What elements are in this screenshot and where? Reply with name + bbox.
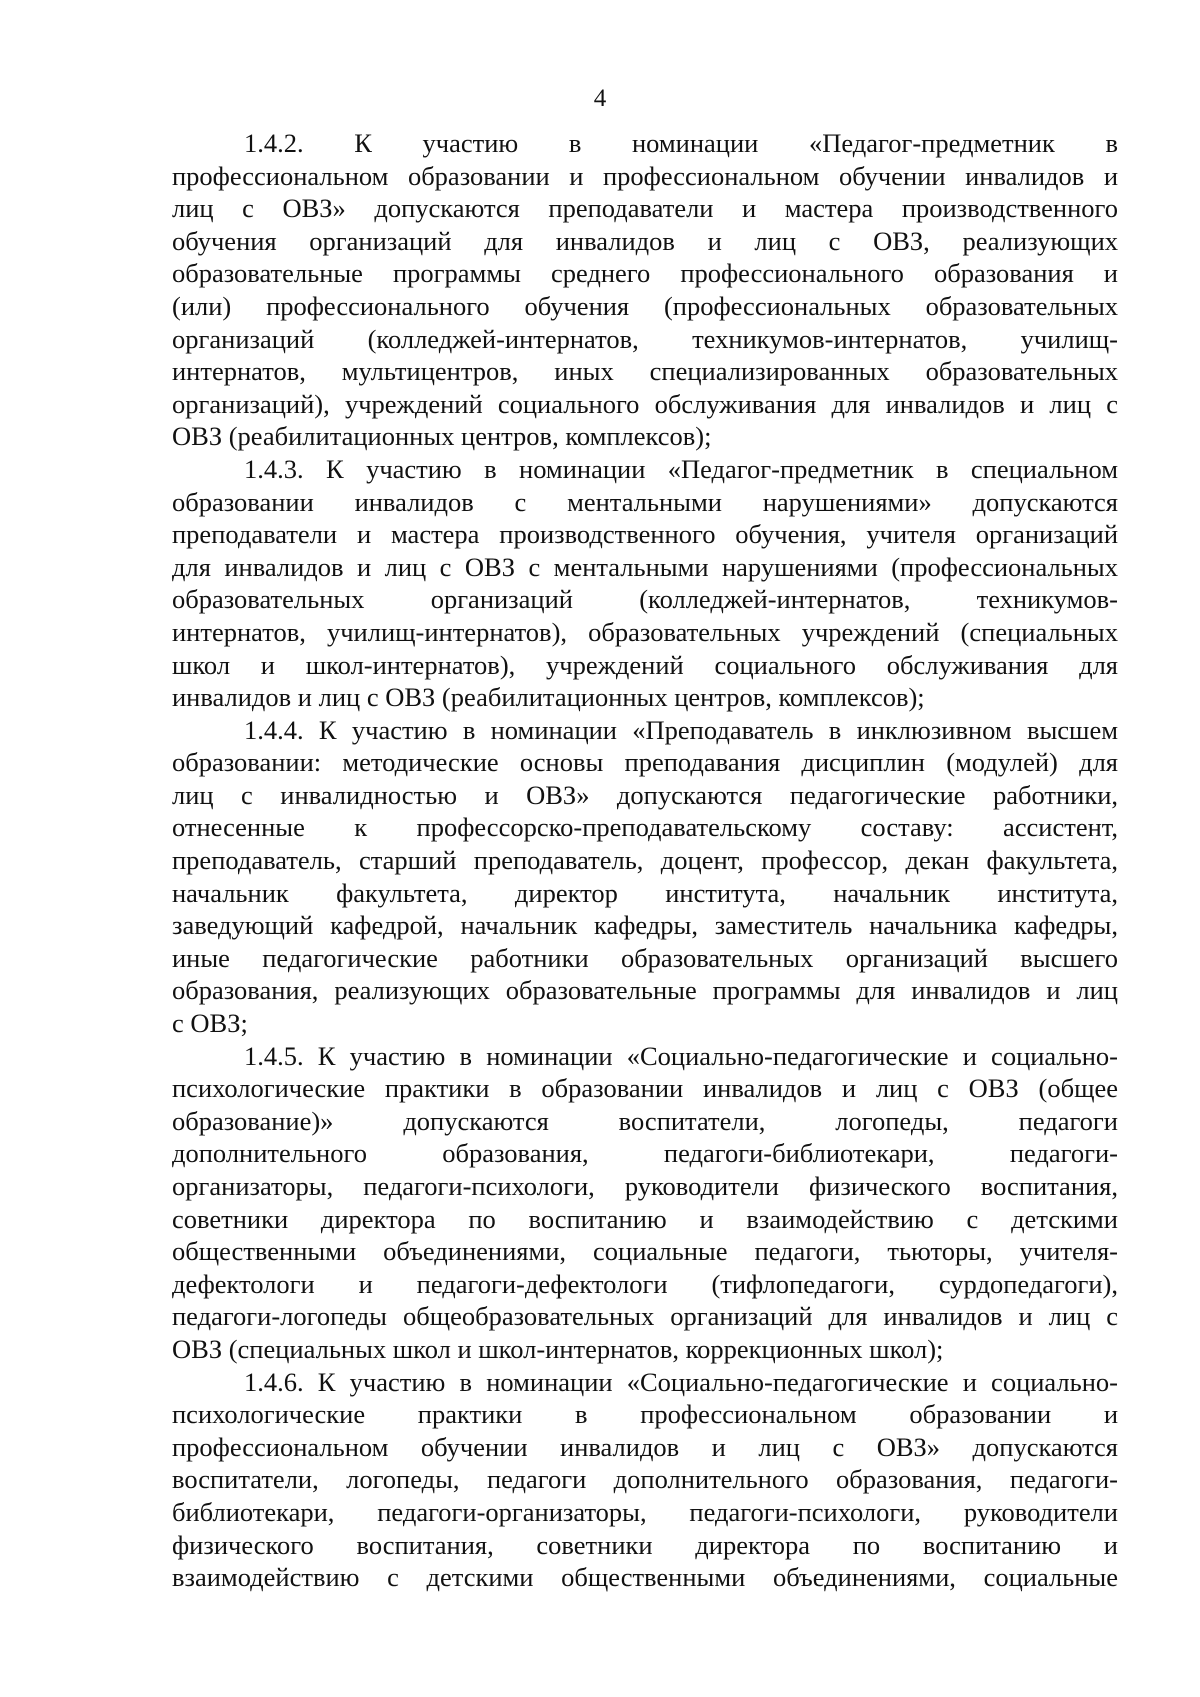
- text-line: преподаватели и мастера производственного обучения, учителя организаций: [172, 519, 1118, 550]
- text-line: инвалидов и лиц с ОВЗ (реабилитационных центров, комплексов);: [172, 682, 925, 713]
- text-line: с ОВЗ;: [172, 1008, 248, 1039]
- text-line: психологические практики в образовании инвалидов и лиц с ОВЗ (общее: [172, 1073, 1118, 1104]
- text-line: психологические практики в профессиональном образовании и: [172, 1399, 1118, 1430]
- text-line: преподаватель, старший преподаватель, доцент, профессор, декан факультета,: [172, 845, 1118, 876]
- text-line: организаторы, педагоги-психологи, руководители физического воспитания,: [172, 1171, 1118, 1201]
- text-line: организаций (колледжей-интернатов, техникумов-интернатов, училищ-: [172, 323, 1118, 354]
- text-line: образовательные программы среднего профессионального образования и: [172, 258, 1118, 289]
- paragraph-1-4-3: [172, 453, 1118, 714]
- text-line: лиц с ОВЗ» допускаются преподаватели и мастера производственного: [172, 193, 1118, 224]
- text-line: заведующий кафедрой, начальник кафедры, заместитель начальника кафедры,: [172, 910, 1118, 941]
- paragraph-1-4-4: [172, 714, 1118, 1040]
- text-line: воспитатели, логопеды, педагоги дополнительного образования, педагоги-: [172, 1464, 1118, 1495]
- text-line: ОВЗ (реабилитационных центров, комплексов);: [172, 421, 712, 452]
- text-line: для инвалидов и лиц с ОВЗ с ментальными нарушениями (профессиональных: [172, 551, 1118, 582]
- text-line: иные педагогические работники образовательных организаций высшего: [172, 942, 1118, 973]
- text-line: 1.4.6. К участию в номинации «Социально-педагогические и социально-: [244, 1366, 1118, 1397]
- text-line: интернатов, училищ-интернатов), образовательных учреждений (специальных: [172, 616, 1118, 647]
- paragraph-1-4-5: [172, 1040, 1118, 1366]
- text-line: дефектологи и педагоги-дефектологи (тифлопедагоги, сурдопедагоги),: [172, 1268, 1118, 1299]
- text-line: организаций), учреждений социального обслуживания для инвалидов и лиц с: [172, 388, 1118, 419]
- text-line: профессиональном образовании и профессиональном обучении инвалидов и: [172, 160, 1118, 191]
- text-line: общественными объединениями, социальные педагоги, тьюторы, учителя-: [172, 1236, 1118, 1267]
- text-line: интернатов, мультицентров, иных специализированных образовательных: [172, 356, 1118, 387]
- text-line: образование)» допускаются воспитатели, логопеды, педагоги: [172, 1105, 1118, 1136]
- text-line: дополнительного образования, педагоги-библиотекари, педагоги-: [172, 1138, 1118, 1169]
- text-line: взаимодействию с детскими общественными объединениями, социальные: [172, 1562, 1118, 1593]
- text-line: советники директора по воспитанию и взаимодействию с детскими: [172, 1203, 1118, 1234]
- paragraph-1-4-2: [172, 127, 1118, 453]
- text-line: образовательных организаций (колледжей-интернатов, техникумов-: [172, 584, 1118, 615]
- document-body: [172, 127, 1118, 1594]
- text-line: лиц с инвалидностью и ОВЗ» допускаются педагогические работники,: [172, 779, 1118, 810]
- text-line: 1.4.5. К участию в номинации «Социально-педагогические и социально-: [244, 1040, 1118, 1071]
- text-line: профессиональном обучении инвалидов и лиц с ОВЗ» допускаются: [172, 1431, 1118, 1462]
- text-line: педагоги-логопеды общеобразовательных организаций для инвалидов и лиц с: [172, 1301, 1118, 1332]
- text-line: школ и школ-интернатов), учреждений социального обслуживания для: [172, 649, 1118, 680]
- text-line: образовании: методические основы преподавания дисциплин (модулей) для: [172, 747, 1118, 778]
- text-line: библиотекари, педагоги-организаторы, педагоги-психологи, руководители: [172, 1496, 1118, 1527]
- text-line: физического воспитания, советники директора по воспитанию и: [172, 1529, 1118, 1560]
- text-line: образования, реализующих образовательные программы для инвалидов и лиц: [172, 975, 1118, 1006]
- page-number: 4: [593, 85, 607, 112]
- text-line: (или) профессионального обучения (профессиональных образовательных: [172, 290, 1118, 321]
- text-line: начальник факультета, директор института, начальник института,: [172, 877, 1118, 908]
- text-line: отнесенные к профессорско-преподавательскому составу: ассистент,: [172, 812, 1118, 843]
- text-line: 1.4.3. К участию в номинации «Педагог-предметник в специальном: [244, 453, 1118, 484]
- text-line: 1.4.4. К участию в номинации «Преподаватель в инклюзивном высшем: [244, 714, 1118, 745]
- text-line: образовании инвалидов с ментальными нарушениями» допускаются: [172, 486, 1118, 517]
- text-line: ОВЗ (специальных школ и школ-интернатов, коррекционных школ);: [172, 1333, 944, 1364]
- text-line: 1.4.2. К участию в номинации «Педагог-предметник в: [244, 128, 1118, 158]
- paragraph-1-4-6: [172, 1366, 1118, 1594]
- text-line: обучения организаций для инвалидов и лиц с ОВЗ, реализующих: [172, 225, 1118, 256]
